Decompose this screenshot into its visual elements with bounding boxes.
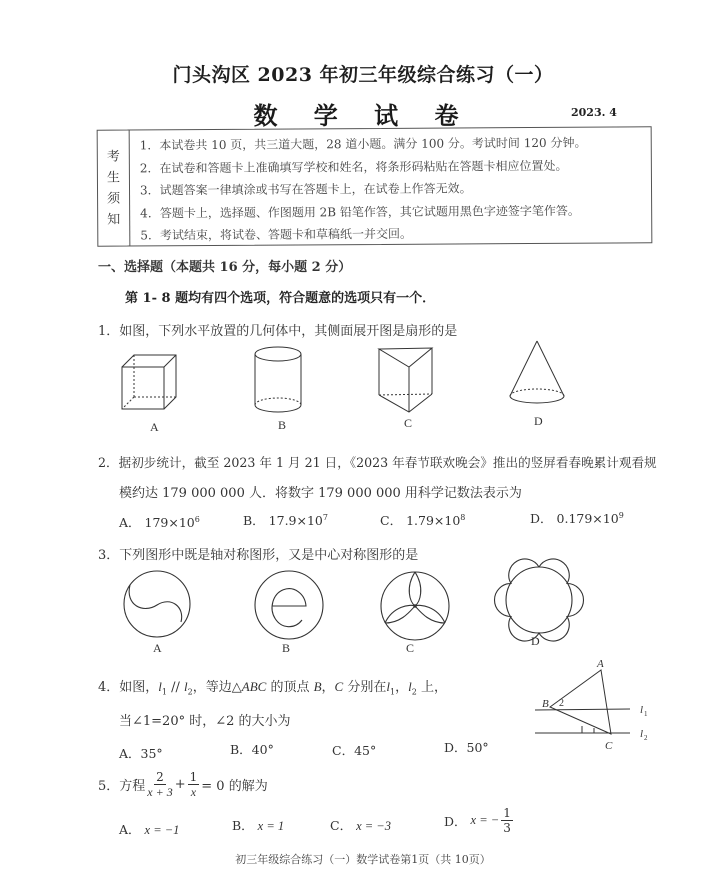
q4-parallel: // (167, 680, 185, 695)
section-title: 一、选择题（本题共 16 分，每小题 2 分） (98, 260, 352, 275)
plus-sign: + (174, 777, 186, 792)
line-l2-subscript: 2 (644, 734, 648, 742)
question-3-stem: 3．下列图形中既是轴对称图形，又是中心对称图形的是 (98, 548, 419, 563)
q2-option-a (119, 513, 200, 531)
notice-item: 2．在试卷和答题卡上准确填写学校和姓名，将条形码粘贴在答题卡相应位置处。 (139, 158, 568, 175)
question-2-stem-line2: 模约达 179 000 000 人．将数字 179 000 000 用科学记数法表示为 (119, 486, 522, 501)
option-exponent: 8 (460, 512, 466, 522)
letter-e-figure-icon (254, 570, 326, 642)
option-value: x = − (470, 813, 500, 827)
q5-option-c (330, 816, 391, 834)
three-petal-figure-icon (380, 570, 452, 642)
angle-2-label: 2 (559, 698, 564, 709)
option-value: 179×10 (144, 515, 195, 530)
option-exponent: 9 (618, 510, 624, 520)
section-instruction: 第 1- 8 题均有四个选项，符合题意的选项只有一个． (125, 291, 436, 306)
q3-label-c: C (406, 641, 415, 655)
notice-item: 1．本试卷共 10 页，共三道大题，28 道小题。满分 100 分。考试时间 120 分钟。 (139, 135, 587, 153)
option-label: B． (243, 513, 265, 528)
line-l2-label: l (640, 728, 644, 740)
q4-option-b: B．40° (230, 742, 274, 757)
vertex-c-label: C (605, 740, 613, 752)
vertex-b-label: B (542, 698, 549, 710)
q5-option-b (232, 816, 284, 834)
q4-option-c: C．45° (332, 743, 377, 758)
line-l1-subscript: 1 (644, 710, 648, 718)
q5-option-d (444, 806, 515, 835)
q2-option-b (243, 511, 328, 529)
q4-text: ， (321, 680, 335, 695)
option-value: x = −1 (144, 823, 180, 837)
option-value: x = −3 (356, 819, 391, 833)
option-label: C． (380, 513, 403, 528)
fraction (147, 770, 172, 799)
q2-option-c (380, 511, 465, 529)
option-label: D． (444, 813, 467, 829)
fraction-numerator: 1 (503, 806, 511, 820)
q1-label-c: C (404, 416, 413, 430)
q4-l1: l (386, 679, 390, 694)
option-label: D． (530, 511, 553, 526)
notice-heading-char: 考 (106, 149, 120, 165)
exam-title: 门头沟区 2023 年初三年级综合练习（一） (172, 64, 554, 86)
q4-triangle-name: ABC (241, 679, 267, 694)
page-footer: 初三年级综合练习（一）数学试卷第1页（共 10页） (235, 853, 491, 866)
subject-title: 数 学 试 卷 (253, 101, 473, 130)
q4-text: 上， (416, 680, 447, 695)
notice-heading-char: 知 (107, 212, 121, 228)
fraction-denominator: 3 (503, 821, 511, 835)
option-label: A． (119, 515, 141, 530)
question-1-stem: 1．如图，下列水平放置的几何体中，其侧面展开图是扇形的是 (98, 324, 458, 339)
option-value: 0.179×10 (556, 511, 619, 526)
cube-icon (120, 345, 190, 420)
q4-text: ， (395, 680, 409, 695)
yin-yang-figure-icon (123, 570, 193, 640)
notice-item: 4．答题卡上，选择题、作图题用 2B 铅笔作答，其它试题用黑色字迹签字笔作答。 (140, 203, 580, 220)
q4-option-d: D．50° (444, 740, 489, 755)
q3-label-a: A (153, 641, 162, 655)
fraction-denominator: x (190, 785, 197, 799)
q3-label-b: B (282, 641, 291, 655)
q4-vertex-b: B (313, 679, 322, 694)
q4-text: ，等边△ (192, 680, 242, 695)
notice-heading-char: 生 (106, 170, 120, 186)
q4-text: 4．如图， (98, 680, 159, 695)
fraction (188, 770, 200, 799)
q4-l2: l (184, 679, 188, 694)
fraction (501, 806, 513, 835)
option-exponent: 6 (194, 514, 200, 524)
fraction-numerator: 2 (156, 770, 164, 784)
question-2-stem-line1: 2．据初步统计，截至 2023 年 1 月 21 日，《2023 年春节联欢晚会》推出的竖屏看春晚累计观看规 (98, 455, 657, 470)
q3-label-d: D (531, 634, 540, 648)
parallel-lines-triangle-figure (530, 655, 680, 755)
q5-text: = 0 的解为 (201, 779, 268, 794)
notice-item: 5．考试结束，将试卷、答题卡和草稿纸一并交回。 (140, 226, 412, 243)
cone-icon (508, 340, 568, 410)
q4-sub: 2 (411, 687, 417, 697)
triangular-prism-icon (378, 345, 438, 417)
exam-date: 2023. 4 (571, 106, 617, 119)
six-arc-star-figure-icon (504, 565, 576, 637)
q4-sub: 1 (161, 687, 167, 697)
vertex-a-label: A (597, 658, 604, 670)
q4-text: 的顶点 (266, 680, 314, 695)
q4-sub: 1 (389, 687, 396, 697)
option-label: C． (330, 818, 353, 833)
q4-option-a: A．35° (119, 746, 163, 761)
cylinder-icon (254, 345, 309, 417)
question-5-stem (98, 770, 268, 799)
q4-l1: l (158, 679, 162, 694)
q4-sub: 2 (187, 687, 193, 697)
q5-text: 5．方程 (98, 779, 146, 794)
q1-label-d: D (534, 414, 543, 428)
q5-option-a (119, 820, 179, 838)
q2-option-d (530, 509, 624, 527)
notice-heading-char: 须 (107, 191, 121, 207)
exam-notice-box (97, 126, 653, 246)
option-value: 1.79×10 (406, 513, 461, 528)
notice-item: 3．试题答案一律填涂或书写在答题卡上，在试卷上作答无效。 (139, 181, 472, 198)
q1-label-a: A (150, 420, 159, 434)
option-label: B． (232, 818, 254, 833)
q1-label-b: B (278, 418, 287, 432)
option-label: A． (119, 822, 141, 837)
q4-vertex-c: C (334, 679, 344, 694)
option-value: x = 1 (257, 819, 285, 833)
option-value: 17.9×10 (268, 513, 323, 528)
q4-l2: l (408, 679, 412, 694)
fraction-numerator: 1 (189, 770, 198, 784)
line-l1-label: l (640, 704, 644, 716)
question-4-stem-line1 (98, 676, 447, 697)
notice-heading (98, 130, 131, 245)
question-4-stem-line2: 当∠1=20° 时，∠2 的大小为 (119, 714, 291, 729)
option-exponent: 7 (322, 512, 328, 522)
q4-text: 分别在 (343, 680, 387, 695)
fraction-denominator: x + 3 (147, 785, 173, 799)
